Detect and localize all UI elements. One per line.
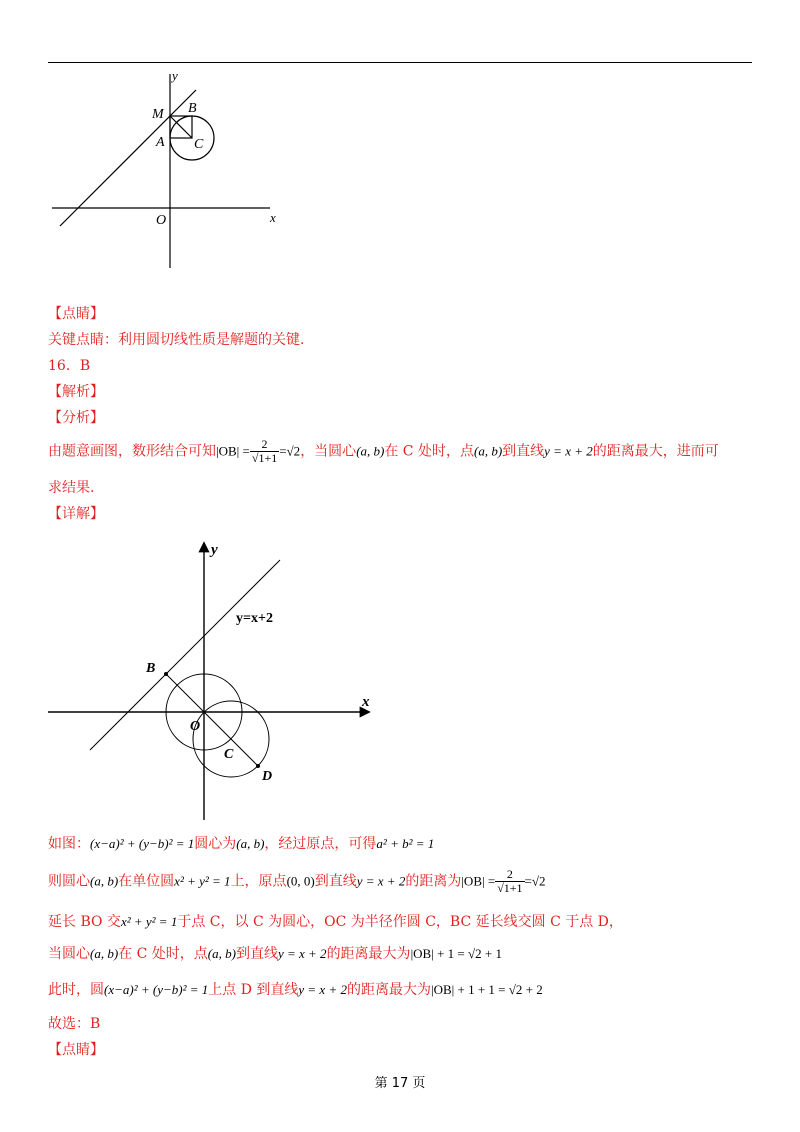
jiexi-heading: 【解析】 [48, 384, 104, 400]
fenxi-heading: 【分析】 [48, 410, 104, 426]
dianjing-text: 关键点睛：利用圆切线性质是解题的关键. [48, 332, 305, 348]
fig1-label-C: C [194, 137, 204, 152]
fig2-label-line: y=x+2 [236, 611, 273, 626]
fig2-segment-BD [166, 674, 258, 766]
detail-line-5: 此时，圆(x−a)² + (y−b)² = 1上点 D 到直线y = x + 2的距离最大为|OB| + 1 + 1 = √2 + 2 [48, 982, 543, 998]
detail-line-1: 如图：(x−a)² + (y−b)² = 1圆心为(a, b)，经过原点，可得a² + b² = 1 [48, 836, 435, 852]
detail-line-2: 则圆心(a, b)在单位圆x² + y² = 1上，原点(0, 0)到直线y = x + 2的距离为|OB| = $\frac{2}{√1+1}$ =√2 [48, 867, 546, 895]
dianjing-heading: 【点睛】 [48, 306, 104, 322]
question-16-answer: 16．B [48, 358, 91, 374]
fig1-label-M: M [152, 107, 164, 122]
detail-line-7: 【点睛】 [48, 1042, 104, 1058]
fig2-point-D [256, 764, 260, 768]
fig2-point-B [164, 672, 168, 676]
fenxi-line-1: 由题意画图，数形结合可知|OB| = $\frac{2}{√1+1}$ =√2，当圆心(a, b)在 C 处时，点(a, b)到直线y = x + 2的距离最大，进而可 [48, 437, 719, 465]
fig2-label-x: x [362, 694, 370, 710]
fig2-line-y-eq-x-plus-2 [90, 560, 280, 750]
fig1-tangent-line [60, 90, 196, 226]
fig2-label-O: O [190, 719, 201, 734]
detail-line-3: 延长 BO 交x² + y² = 1于点 C，以 C 为圆心，OC 为半径作圆 C，BC 延长线交圆 C 于点 D， [48, 914, 623, 930]
fig1-label-B: B [188, 101, 197, 116]
fig2-label-D: D [262, 769, 273, 784]
fig2-label-B: B [146, 661, 156, 676]
xiangjie-heading: 【详解】 [48, 506, 104, 522]
fig1-label-A: A [156, 135, 165, 150]
fig1-label-y: y [172, 68, 178, 83]
detail-line-6: 故选：B [48, 1016, 101, 1032]
page-number: 第 17 页 [374, 1076, 426, 1091]
fig2-label-C: C [224, 747, 234, 762]
fenxi-line-2: 求结果. [48, 480, 95, 496]
fig1-label-O: O [156, 213, 167, 228]
detail-line-4: 当圆心(a, b)在 C 处时，点(a, b)到直线y = x + 2的距离最大为|OB| + 1 = √2 + 1 [48, 946, 502, 962]
figure-1 [48, 66, 288, 276]
fig1-label-x: x [270, 210, 276, 225]
header-rule [48, 62, 752, 63]
figure-2 [48, 536, 388, 826]
fig2-label-y: y [211, 542, 218, 558]
